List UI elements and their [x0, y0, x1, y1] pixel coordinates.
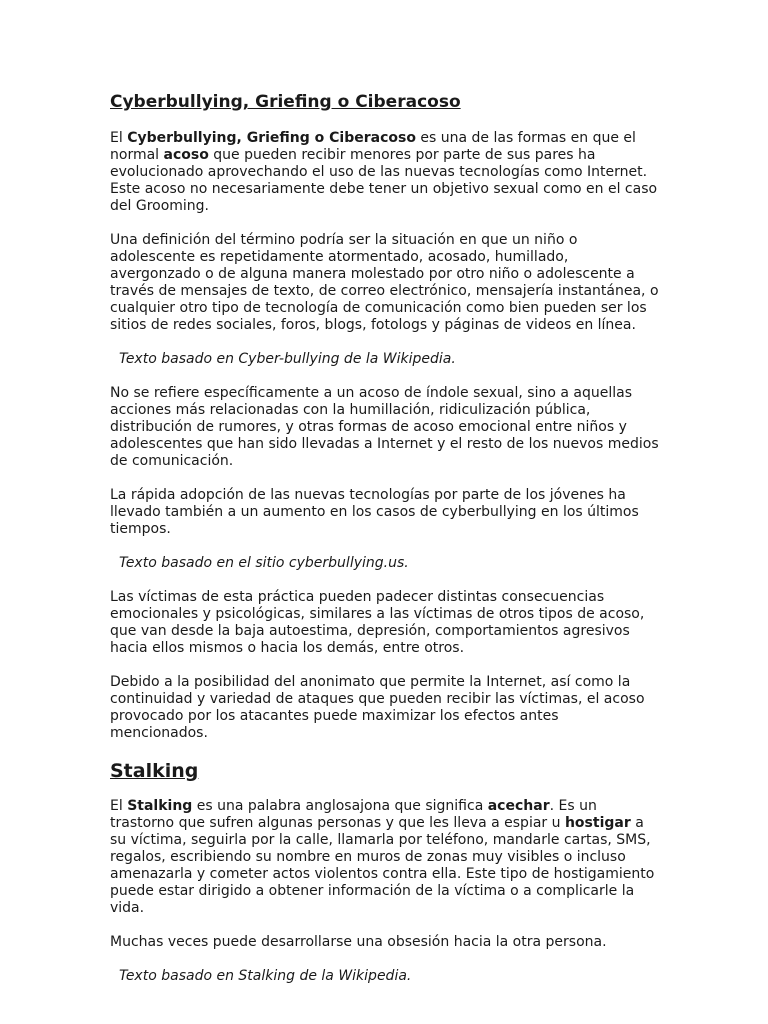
source-note-wikipedia-stalking: Texto basado en Stalking de la Wikipedia. [119, 968, 412, 984]
paragraph-cyberbullying-anonymity: Debido a la posibilidad del anonimato que permite la Internet, así como la continuidad y variedad de ataques que pueden recibir las víctimas, el acoso provocado por los atacantes puede maximizar los efectos antes mencionados. [110, 674, 645, 741]
paragraph-cyberbullying-scope: No se refiere específicamente a un acoso de índole sexual, sino a aquellas acciones más relacionadas con la humillación, ridiculización pública, distribución de rumores, y otras formas de acoso emocional entre niños y adolescentes que han sido llevadas a Internet y el resto de los nuevos medios de comunicación. [110, 385, 659, 469]
paragraph-cyberbullying-definition: Una definición del término podría ser la situación en que un niño o adolescente es repetidamente atormentado, acosado, humillado, avergonzado o de alguna manera molestado por otro niño o adolescente a través de mensajes de texto, de correo electrónico, mensajería instantánea, o cualquier otro tipo de tecnología de comunicación como bien pueden ser los sitios de redes sociales, foros, blogs, fotologs y páginas de videos en línea. [110, 232, 659, 333]
section-title-stalking: Stalking [110, 760, 199, 782]
paragraph-cyberbullying-intro: El Cyberbullying, Griefing o Ciberacoso es una de las formas en que el normal acoso que pueden recibir menores por parte de sus pares ha evolucionado aprovechando el uso de las nuevas tecnologías como Internet. Este acoso no necesariamente debe tener un objetivo sexual como en el caso del Grooming. [110, 130, 658, 214]
paragraph-stalking-obsession: Muchas veces puede desarrollarse una obsesión hacia la otra persona. [110, 934, 607, 950]
section-title-cyberbullying: Cyberbullying, Griefing o Ciberacoso [110, 92, 461, 112]
document-page [110, 92, 660, 1002]
paragraph-stalking-intro: El Stalking es una palabra anglosajona que significa acechar. Es un trastorno que sufren algunas personas y que les lleva a espiar u hostigar a su víctima, seguirla por la calle, llamarla por teléfono, mandarle cartas, SMS, regalos, escribiendo su nombre en muros de zonas muy visibles o incluso amenazarla y cometer actos violentos contra ella. Este tipo de hostigamiento puede estar dirigido a obtener información de la víctima o a complicarle la vida. [110, 798, 655, 916]
paragraph-cyberbullying-consequences: Las víctimas de esta práctica pueden padecer distintas consecuencias emocionales y psicológicas, similares a las víctimas de otros tipos de acoso, que van desde la baja autoestima, depresión, comportamientos agresivos hacia ellos mismos o hacia los demás, entre otros. [110, 589, 645, 656]
paragraph-cyberbullying-adoption: La rápida adopción de las nuevas tecnologías por parte de los jóvenes ha llevado también a un aumento en los casos de cyberbullying en los últimos tiempos. [110, 487, 639, 537]
source-note-wikipedia-cyberbullying: Texto basado en Cyber-bullying de la Wikipedia. [119, 351, 456, 367]
source-note-cyberbullying-us: Texto basado en el sitio cyberbullying.us. [119, 555, 409, 571]
